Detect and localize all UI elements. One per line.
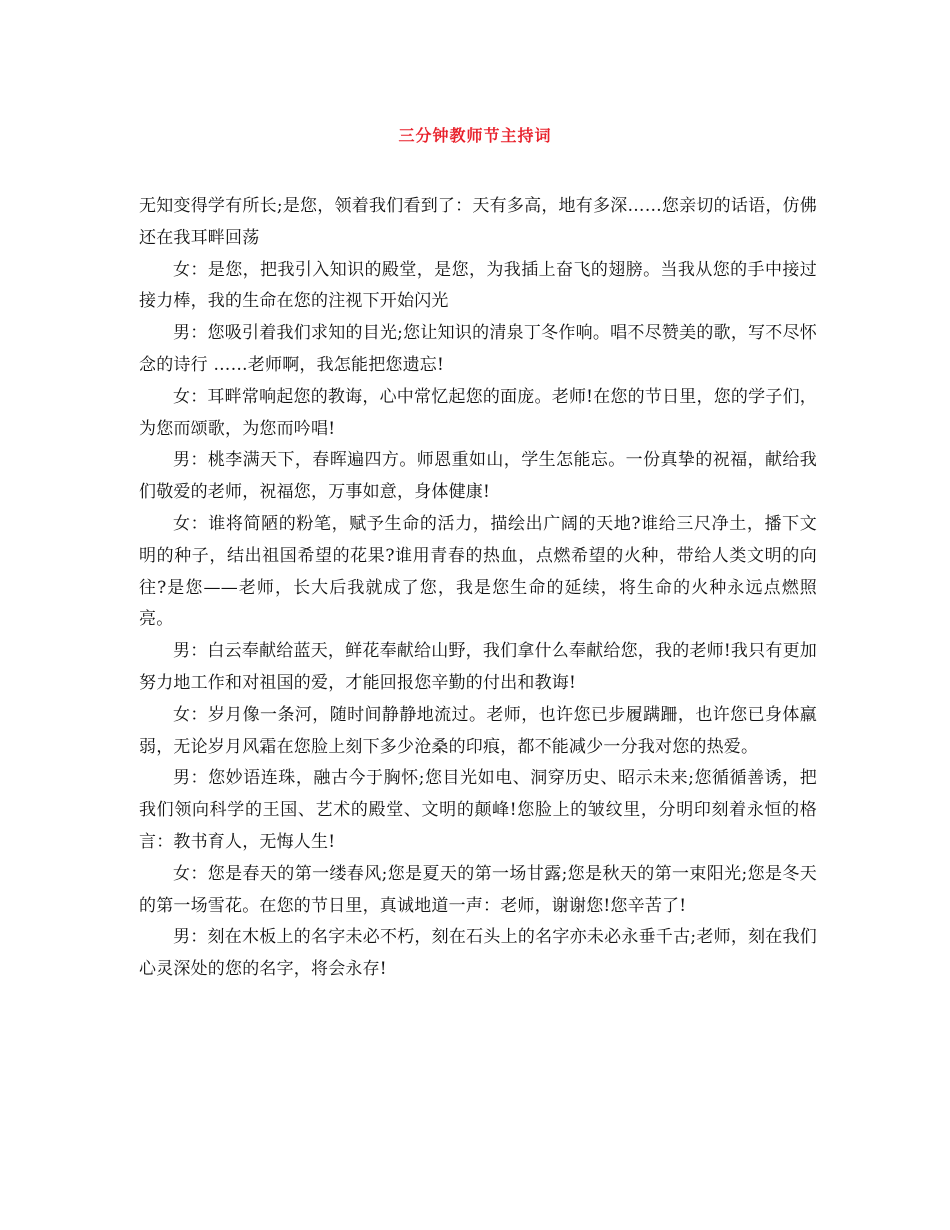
paragraph-female-4: 女：岁月像一条河，随时间静静地流过。老师，也许您已步履蹒跚，也许您已身体羸弱，无论岁月风霜在您脸上刻下多少沧桑的印痕，都不能减少一分我对您的热爱。 [139, 704, 817, 757]
paragraph-female-5: 女：您是春天的第一缕春风;您是夏天的第一场甘露;您是秋天的第一束阳光;您是冬天的第一场雪花。在您的节日里，真诚地道一声：老师，谢谢您!您辛苦了! [139, 863, 817, 916]
paragraph-female-2: 女：耳畔常响起您的教诲，心中常忆起您的面庞。老师!在您的节日里，您的学子们，为您而颂歌，为您而吟唱! [139, 386, 817, 439]
document-title: 三分钟教师节主持词 [398, 126, 552, 145]
paragraph-male-3: 男：白云奉献给蓝天，鲜花奉献给山野，我们拿什么奉献给您，我的老师!我只有更加努力地工作和对祖国的爱，才能回报您辛勤的付出和教诲! [139, 641, 817, 693]
paragraph-intro: 无知变得学有所长;是您，领着我们看到了：天有多高，地有多深……您亲切的话语，仿佛还在我耳畔回荡 [139, 196, 817, 248]
paragraph-male-2: 男：桃李满天下，春晖遍四方。师恩重如山，学生怎能忘。一份真挚的祝福，献给我们敬爱的老师，祝福您，万事如意，身体健康! [139, 450, 817, 503]
paragraph-male-4: 男：您妙语连珠，融古今于胸怀;您目光如电、洞穿历史、昭示未来;您循循善诱，把我们领向科学的王国、艺术的殿堂、文明的颠峰!您脸上的皱纹里，分明印刻着永恒的格言：教书育人，无悔人生! [139, 768, 817, 852]
document-body [139, 191, 817, 986]
paragraph-male-1: 男：您吸引着我们求知的目光;您让知识的清泉丁冬作响。唱不尽赞美的歌，写不尽怀念的诗行 ……老师啊，我怎能把您遗忘! [139, 323, 817, 375]
paragraph-male-5: 男：刻在木板上的名字未必不朽，刻在石头上的名字亦未必永垂千古;老师，刻在我们心灵深处的您的名字，将会永存! [139, 927, 817, 980]
paragraph-female-1: 女：是您，把我引入知识的殿堂，是您，为我插上奋飞的翅膀。当我从您的手中接过接力棒，我的生命在您的注视下开始闪光 [139, 259, 817, 312]
paragraph-female-3: 女：谁将简陋的粉笔，赋予生命的活力，描绘出广阔的天地?谁给三尺净土，播下文明的种子，结出祖国希望的花果?谁用青春的热血，点燃希望的火种，带给人类文明的向往?是您——老师，长大后我就成了您，我是您生命的延续，将生命的火种永远点燃照亮。 [139, 513, 817, 630]
